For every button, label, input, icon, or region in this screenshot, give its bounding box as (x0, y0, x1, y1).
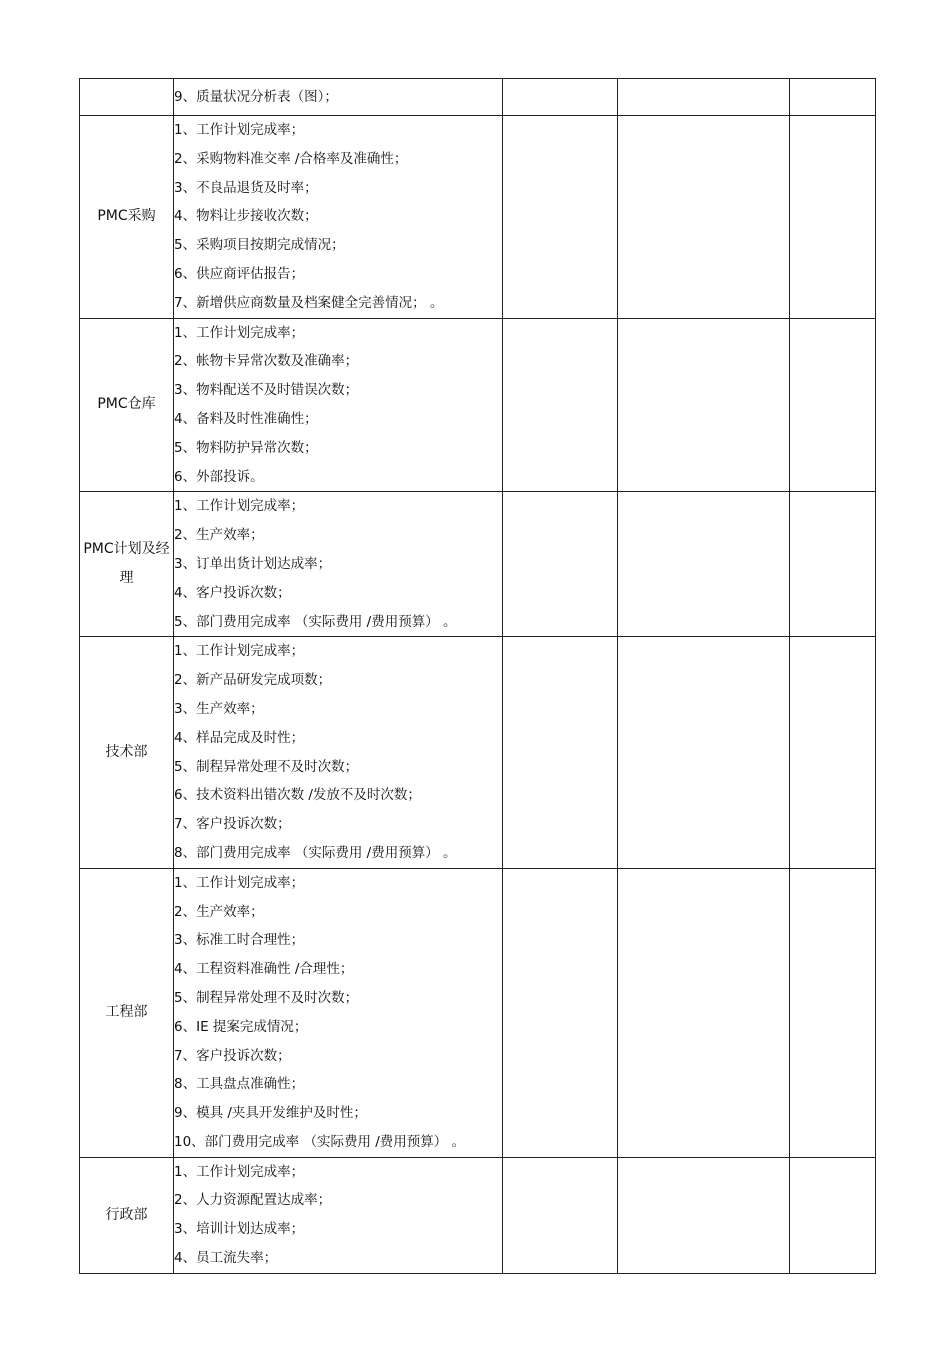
kpi-item: 5、物料防护异常次数； (174, 439, 318, 456)
kpi-item: 1、工作计划完成率； (174, 874, 305, 891)
kpi-item: 2、人力资源配置达成率； (174, 1192, 332, 1209)
kpi-item: 5、采购项目按期完成情况； (174, 237, 345, 254)
table-row (80, 1157, 876, 1273)
kpi-item: 3、标准工时合理性； (174, 932, 305, 949)
score-cell[interactable] (790, 1157, 876, 1273)
kpi-items-cell (174, 318, 503, 492)
score-cell[interactable] (790, 868, 876, 1157)
kpi-item: 2、帐物卡异常次数及准确率； (174, 353, 359, 370)
kpi-item: 4、客户投诉次数； (174, 584, 291, 601)
kpi-item: 4、备料及时性准确性； (174, 410, 318, 427)
kpi-item: 7、客户投诉次数； (174, 1047, 291, 1064)
table-row (80, 318, 876, 492)
kpi-item: 9、模具 /夹具开发维护及时性； (174, 1105, 367, 1122)
kpi-item: 5、制程异常处理不及时次数； (174, 758, 359, 775)
kpi-item: 4、物料让步接收次数； (174, 208, 318, 225)
kpi-items-cell (174, 868, 503, 1157)
kpi-item: 3、物料配送不及时错误次数； (174, 382, 359, 399)
kpi-table (79, 78, 876, 1274)
kpi-item: 6、IE 提案完成情况； (174, 1018, 308, 1035)
kpi-item: 6、外部投诉。 (174, 468, 264, 485)
kpi-item: 5、制程异常处理不及时次数； (174, 989, 359, 1006)
target-cell[interactable] (503, 1157, 618, 1273)
kpi-item: 1、工作计划完成率； (174, 498, 305, 515)
actual-cell[interactable] (618, 1157, 790, 1273)
kpi-item: 8、部门费用完成率 （实际费用 /费用预算） 。 (174, 844, 457, 861)
score-cell[interactable] (790, 318, 876, 492)
kpi-item: 2、采购物料准交率 /合格率及准确性； (174, 150, 408, 167)
kpi-item: 2、生产效率； (174, 903, 264, 920)
department-cell: PMC计划及经理 (80, 492, 174, 637)
kpi-item: 3、不良品退货及时率； (174, 179, 318, 196)
department-cell: 工程部 (80, 868, 174, 1157)
department-cell: 行政部 (80, 1157, 174, 1273)
target-cell[interactable] (503, 492, 618, 637)
kpi-item: 10、部门费用完成率 （实际费用 /费用预算） 。 (174, 1133, 466, 1150)
kpi-item: 1、工作计划完成率； (174, 1163, 305, 1180)
kpi-table-body (80, 79, 876, 1274)
kpi-item: 5、部门费用完成率 （实际费用 /费用预算） 。 (174, 613, 457, 630)
kpi-item: 1、工作计划完成率； (174, 122, 305, 138)
kpi-items-cell (174, 492, 503, 637)
target-cell[interactable] (503, 318, 618, 492)
actual-cell[interactable] (618, 116, 790, 319)
kpi-item: 4、工程资料准确性 /合理性； (174, 961, 354, 978)
kpi-item: 3、订单出货计划达成率； (174, 555, 332, 572)
kpi-item: 4、样品完成及时性； (174, 729, 305, 746)
actual-cell[interactable] (618, 79, 790, 116)
kpi-items-cell (174, 116, 503, 319)
kpi-item: 4、员工流失率； (174, 1250, 278, 1267)
kpi-item: 8、工具盘点准确性； (174, 1076, 305, 1093)
score-cell[interactable] (790, 492, 876, 637)
table-row (80, 116, 876, 319)
kpi-item: 1、工作计划完成率； (174, 324, 305, 341)
score-cell[interactable] (790, 637, 876, 868)
kpi-items-cell (174, 637, 503, 868)
kpi-item: 9、质量状况分析表（图）； (174, 88, 338, 105)
target-cell[interactable] (503, 79, 618, 116)
table-row (80, 637, 876, 868)
kpi-item: 6、供应商评估报告； (174, 265, 305, 282)
score-cell[interactable] (790, 79, 876, 116)
kpi-item: 1、工作计划完成率； (174, 643, 305, 660)
table-row (80, 868, 876, 1157)
department-cell: PMC采购 (80, 116, 174, 319)
kpi-item: 2、生产效率； (174, 527, 264, 544)
kpi-item: 3、生产效率； (174, 700, 264, 717)
actual-cell[interactable] (618, 492, 790, 637)
actual-cell[interactable] (618, 868, 790, 1157)
score-cell[interactable] (790, 116, 876, 319)
department-cell (80, 79, 174, 116)
target-cell[interactable] (503, 637, 618, 868)
kpi-item: 3、培训计划达成率； (174, 1221, 305, 1238)
kpi-item: 7、新增供应商数量及档案健全完善情况； 。 (174, 294, 444, 311)
actual-cell[interactable] (618, 318, 790, 492)
kpi-item: 7、客户投诉次数； (174, 816, 291, 833)
table-row (80, 492, 876, 637)
kpi-items-cell (174, 1157, 503, 1273)
kpi-item: 2、新产品研发完成项数； (174, 672, 332, 689)
target-cell[interactable] (503, 868, 618, 1157)
department-cell: PMC仓库 (80, 318, 174, 492)
table-row (80, 79, 876, 116)
target-cell[interactable] (503, 116, 618, 319)
kpi-item: 6、技术资料出错次数 /发放不及时次数； (174, 787, 421, 804)
department-cell: 技术部 (80, 637, 174, 868)
kpi-items-cell (174, 79, 503, 116)
actual-cell[interactable] (618, 637, 790, 868)
